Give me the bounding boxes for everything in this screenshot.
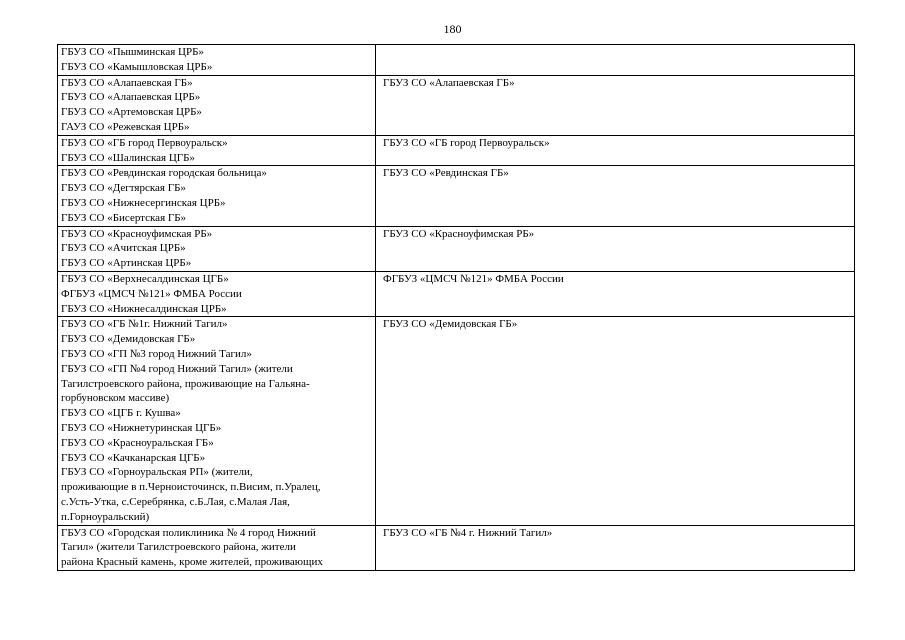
institution-line: ГБУЗ СО «ГП №4 город Нижний Тагил» (жители — [61, 362, 293, 375]
table-row — [58, 271, 855, 316]
table-row — [58, 166, 855, 226]
institution-line: ГБУЗ СО «ЦГБ г. Кушва» — [61, 407, 181, 420]
institution-line: горбуновском массиве) — [61, 392, 170, 405]
institution-line: ФГБУЗ «ЦМСЧ №121» ФМБА России — [61, 287, 242, 300]
institution-line: Тагил» (жители Тагилстроевского района, жители — [61, 541, 296, 554]
target-institution-cell — [376, 271, 855, 316]
target-institution-cell — [376, 525, 855, 570]
institution-line: ГБУЗ СО «Дегтярская ГБ» — [61, 182, 186, 195]
institution-line: ГБУЗ СО «Горноуральская РП» (жители, — [61, 466, 253, 479]
hospital-routing-table — [57, 44, 855, 571]
target-institution: ФГБУЗ «ЦМСЧ №121» ФМБА России — [383, 272, 564, 285]
institution-line: проживающие в п.Черноисточинск, п.Висим, п.Уралец, — [61, 481, 321, 494]
institution-line: ГБУЗ СО «Шалинская ЦГБ» — [61, 151, 195, 164]
institution-line: ГБУЗ СО «ГБ город Первоуральск» — [61, 136, 228, 149]
institution-line: ГАУЗ СО «Режевская ЦРБ» — [61, 120, 190, 133]
target-institution: ГБУЗ СО «Алапаевская ГБ» — [383, 76, 515, 89]
table-row — [58, 45, 855, 76]
source-institutions-cell — [58, 226, 376, 271]
institution-line: ГБУЗ СО «Качканарская ЦГБ» — [61, 451, 206, 464]
table-row — [58, 135, 855, 166]
target-institution-cell — [376, 75, 855, 135]
table-row — [58, 226, 855, 271]
institution-line: ГБУЗ СО «Бисертская ГБ» — [61, 211, 187, 224]
institution-line: ГБУЗ СО «Верхнесалдинская ЦГБ» — [61, 272, 229, 285]
target-institution: ГБУЗ СО «ГБ №4 г. Нижний Тагил» — [383, 526, 553, 539]
institution-line: ГБУЗ СО «Нижнесалдинская ЦРБ» — [61, 302, 227, 315]
institution-line: ГБУЗ СО «Камышловская ЦРБ» — [61, 60, 213, 73]
institution-line: ГБУЗ СО «Пышминская ЦРБ» — [61, 46, 204, 58]
source-institutions-cell — [58, 166, 376, 226]
source-institutions-cell — [58, 271, 376, 316]
institution-line: ГБУЗ СО «Алапаевская ГБ» — [61, 76, 193, 89]
institution-line: с.Усть-Утка, с.Серебрянка, с.Б.Лая, с.Малая Лая, — [61, 495, 290, 508]
institution-line: района Красный камень, кроме жителей, проживающих — [61, 556, 323, 569]
institution-line: ГБУЗ СО «Красноуральская ГБ» — [61, 436, 214, 449]
target-institution-cell — [376, 317, 855, 525]
institution-line: ГБУЗ СО «ГП №3 город Нижний Тагил» — [61, 347, 252, 360]
institution-line: п.Горноуральский) — [61, 510, 150, 523]
page-number: 180 — [443, 22, 462, 36]
institution-line: ГБУЗ СО «Демидовская ГБ» — [61, 333, 196, 346]
source-institutions-cell — [58, 525, 376, 570]
source-institutions-cell — [58, 135, 376, 166]
institution-line: ГБУЗ СО «Ревдинская городская больница» — [61, 167, 267, 180]
target-institution: ГБУЗ СО «ГБ город Первоуральск» — [383, 136, 550, 149]
institution-line: ГБУЗ СО «Городская поликлиника № 4 город Нижний — [61, 526, 316, 539]
target-institution: ГБУЗ СО «Красноуфимская РБ» — [383, 227, 535, 240]
institution-line: Тагилстроевского района, проживающие на Гальяна- — [61, 377, 310, 390]
institution-line: ГБУЗ СО «Нижнесергинская ЦРБ» — [61, 196, 226, 209]
source-institutions-cell — [58, 317, 376, 525]
table-row — [58, 75, 855, 135]
institution-line: ГБУЗ СО «Артинская ЦРБ» — [61, 257, 192, 270]
target-institution-cell — [376, 135, 855, 166]
source-institutions-cell — [58, 45, 376, 76]
institution-line: ГБУЗ СО «Ачитская ЦРБ» — [61, 242, 186, 255]
institution-line: ГБУЗ СО «Красноуфимская РБ» — [61, 227, 213, 240]
target-institution: ГБУЗ СО «Демидовская ГБ» — [383, 318, 518, 331]
source-institutions-cell — [58, 75, 376, 135]
institution-line: ГБУЗ СО «Алапаевская ЦРБ» — [61, 91, 201, 104]
target-institution-cell — [376, 166, 855, 226]
table-body — [58, 45, 855, 571]
table-row — [58, 317, 855, 525]
target-institution-cell — [376, 45, 855, 76]
institution-line: ГБУЗ СО «ГБ №1г. Нижний Тагил» — [61, 318, 228, 331]
target-institution-cell — [376, 226, 855, 271]
table-row — [58, 525, 855, 570]
institution-line: ГБУЗ СО «Нижнетуринская ЦГБ» — [61, 421, 222, 434]
institution-line: ГБУЗ СО «Артемовская ЦРБ» — [61, 106, 202, 119]
target-institution: ГБУЗ СО «Ревдинская ГБ» — [383, 167, 509, 180]
